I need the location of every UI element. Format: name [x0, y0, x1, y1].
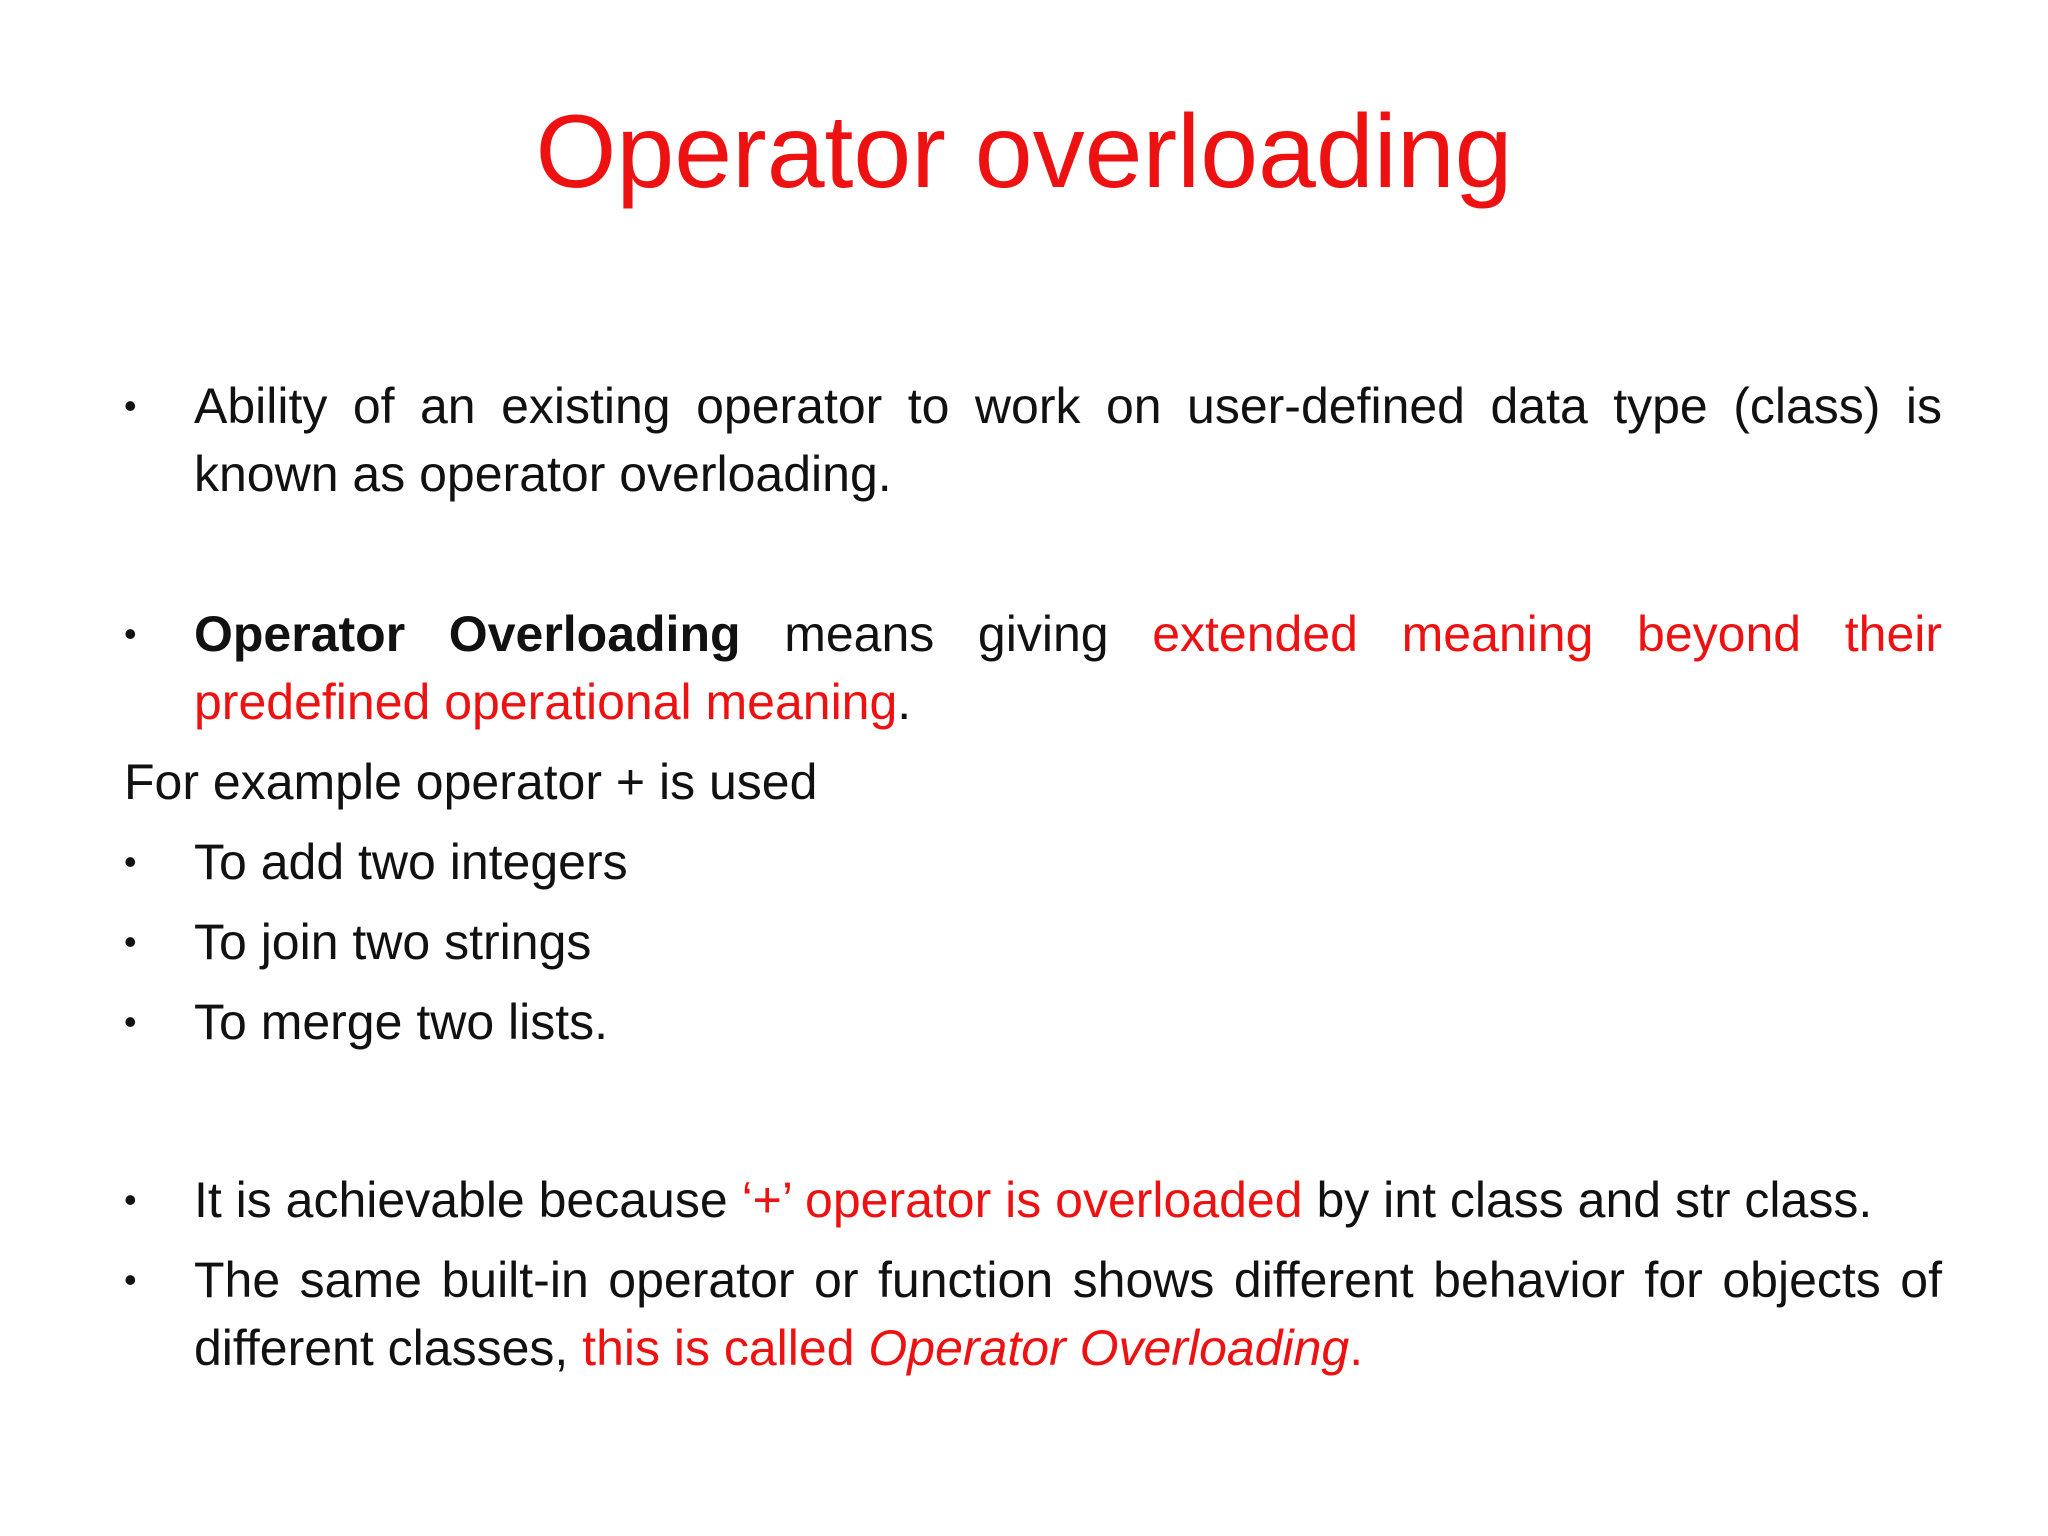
bullet-dot-icon: •: [124, 921, 137, 962]
bullet-behavior: [124, 1246, 1942, 1382]
achievable-after: by int class and str class.: [1302, 1172, 1873, 1228]
example-text: To join two strings: [194, 914, 592, 970]
example-item: [124, 988, 1942, 1056]
bullet-dot-icon: •: [124, 1259, 137, 1300]
bullet-dot-icon: •: [124, 841, 137, 882]
bullet-achievable: [124, 1166, 1942, 1234]
example-intro: For example operator + is used: [124, 754, 818, 810]
behavior-term: Operator Overloading: [868, 1320, 1350, 1376]
bullet-dot-icon: •: [124, 385, 137, 426]
example-item: [124, 828, 1942, 896]
definition-text: Ability of an existing operator to work on user-defined data type (class) is known as operator overloading.: [194, 378, 1942, 502]
bullet-definition: [124, 372, 1942, 508]
bullet-dot-icon: •: [124, 1001, 137, 1042]
example-text: To add two integers: [194, 834, 628, 890]
meaning-highlight: extended meaning beyond their predefined operational meaning: [194, 606, 1943, 730]
behavior-before: The same built-in operator or function shows different behavior for objects of different classes,: [194, 1252, 1942, 1376]
meaning-term: Operator Overloading: [194, 606, 741, 662]
example-text: To merge two lists.: [194, 994, 609, 1050]
behavior-period: .: [1349, 1320, 1364, 1376]
bullet-dot-icon: •: [124, 1179, 137, 1220]
behavior-highlight: this is called: [582, 1320, 869, 1376]
slide-body: [124, 372, 1942, 1382]
meaning-period: .: [897, 674, 912, 730]
achievable-before: It is achievable because: [194, 1172, 742, 1228]
meaning-connector: means giving: [740, 606, 1153, 662]
achievable-highlight: ‘+’ operator is overloaded: [741, 1172, 1303, 1228]
bullet-dot-icon: •: [124, 613, 137, 654]
bullet-meaning: [124, 600, 1942, 736]
slide-title: Operator overloading: [535, 94, 1513, 210]
example-item: [124, 908, 1942, 976]
